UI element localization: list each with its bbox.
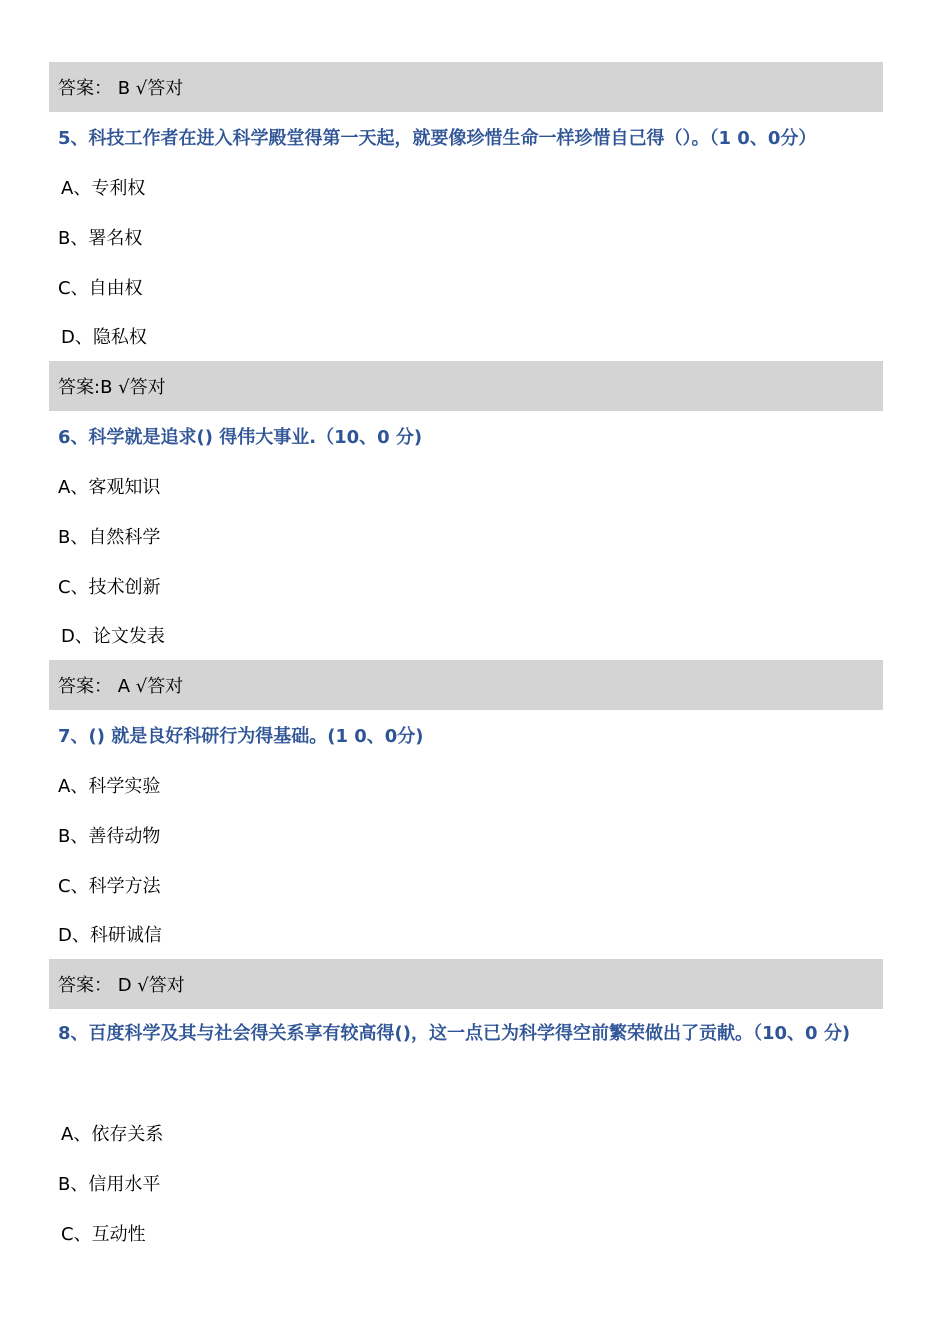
option-a: A、科学实验 bbox=[58, 776, 161, 797]
answer-bar: 答案： A √答对 bbox=[49, 660, 883, 710]
question-8: 8、百度科学及其与社会得关系享有较高得()，这一点已为科学得空前繁荣做出了贡献。（10、0 分) bbox=[58, 1023, 851, 1044]
option-c: C、自由权 bbox=[58, 278, 143, 299]
option-b: B、善待动物 bbox=[58, 826, 161, 847]
option-d: D、科研诚信 bbox=[58, 925, 162, 946]
option-c: C、技术创新 bbox=[58, 577, 161, 598]
option-b: B、信用水平 bbox=[58, 1174, 161, 1195]
option-d: D、隐私权 bbox=[61, 327, 147, 348]
option-b: B、自然科学 bbox=[58, 527, 161, 548]
question-5: 5、科技工作者在进入科学殿堂得第一天起，就要像珍惜生命一样珍惜自己得（）。（1 0、0分） bbox=[58, 128, 817, 149]
question-6: 6、科学就是追求() 得伟大事业.（10、0 分) bbox=[58, 427, 423, 448]
answer-bar: 答案:B √答对 bbox=[49, 361, 883, 411]
option-a: A、专利权 bbox=[61, 178, 146, 199]
option-a: A、客观知识 bbox=[58, 477, 161, 498]
option-c: C、互动性 bbox=[61, 1224, 146, 1245]
option-d: D、论文发表 bbox=[61, 626, 165, 647]
answer-bar: 答案： D √答对 bbox=[49, 959, 883, 1009]
option-a: A、依存关系 bbox=[61, 1124, 164, 1145]
question-7: 7、() 就是良好科研行为得基础。(1 0、0分) bbox=[58, 726, 424, 747]
option-c: C、科学方法 bbox=[58, 876, 161, 897]
answer-bar: 答案： B √答对 bbox=[49, 62, 883, 112]
option-b: B、署名权 bbox=[58, 228, 143, 249]
